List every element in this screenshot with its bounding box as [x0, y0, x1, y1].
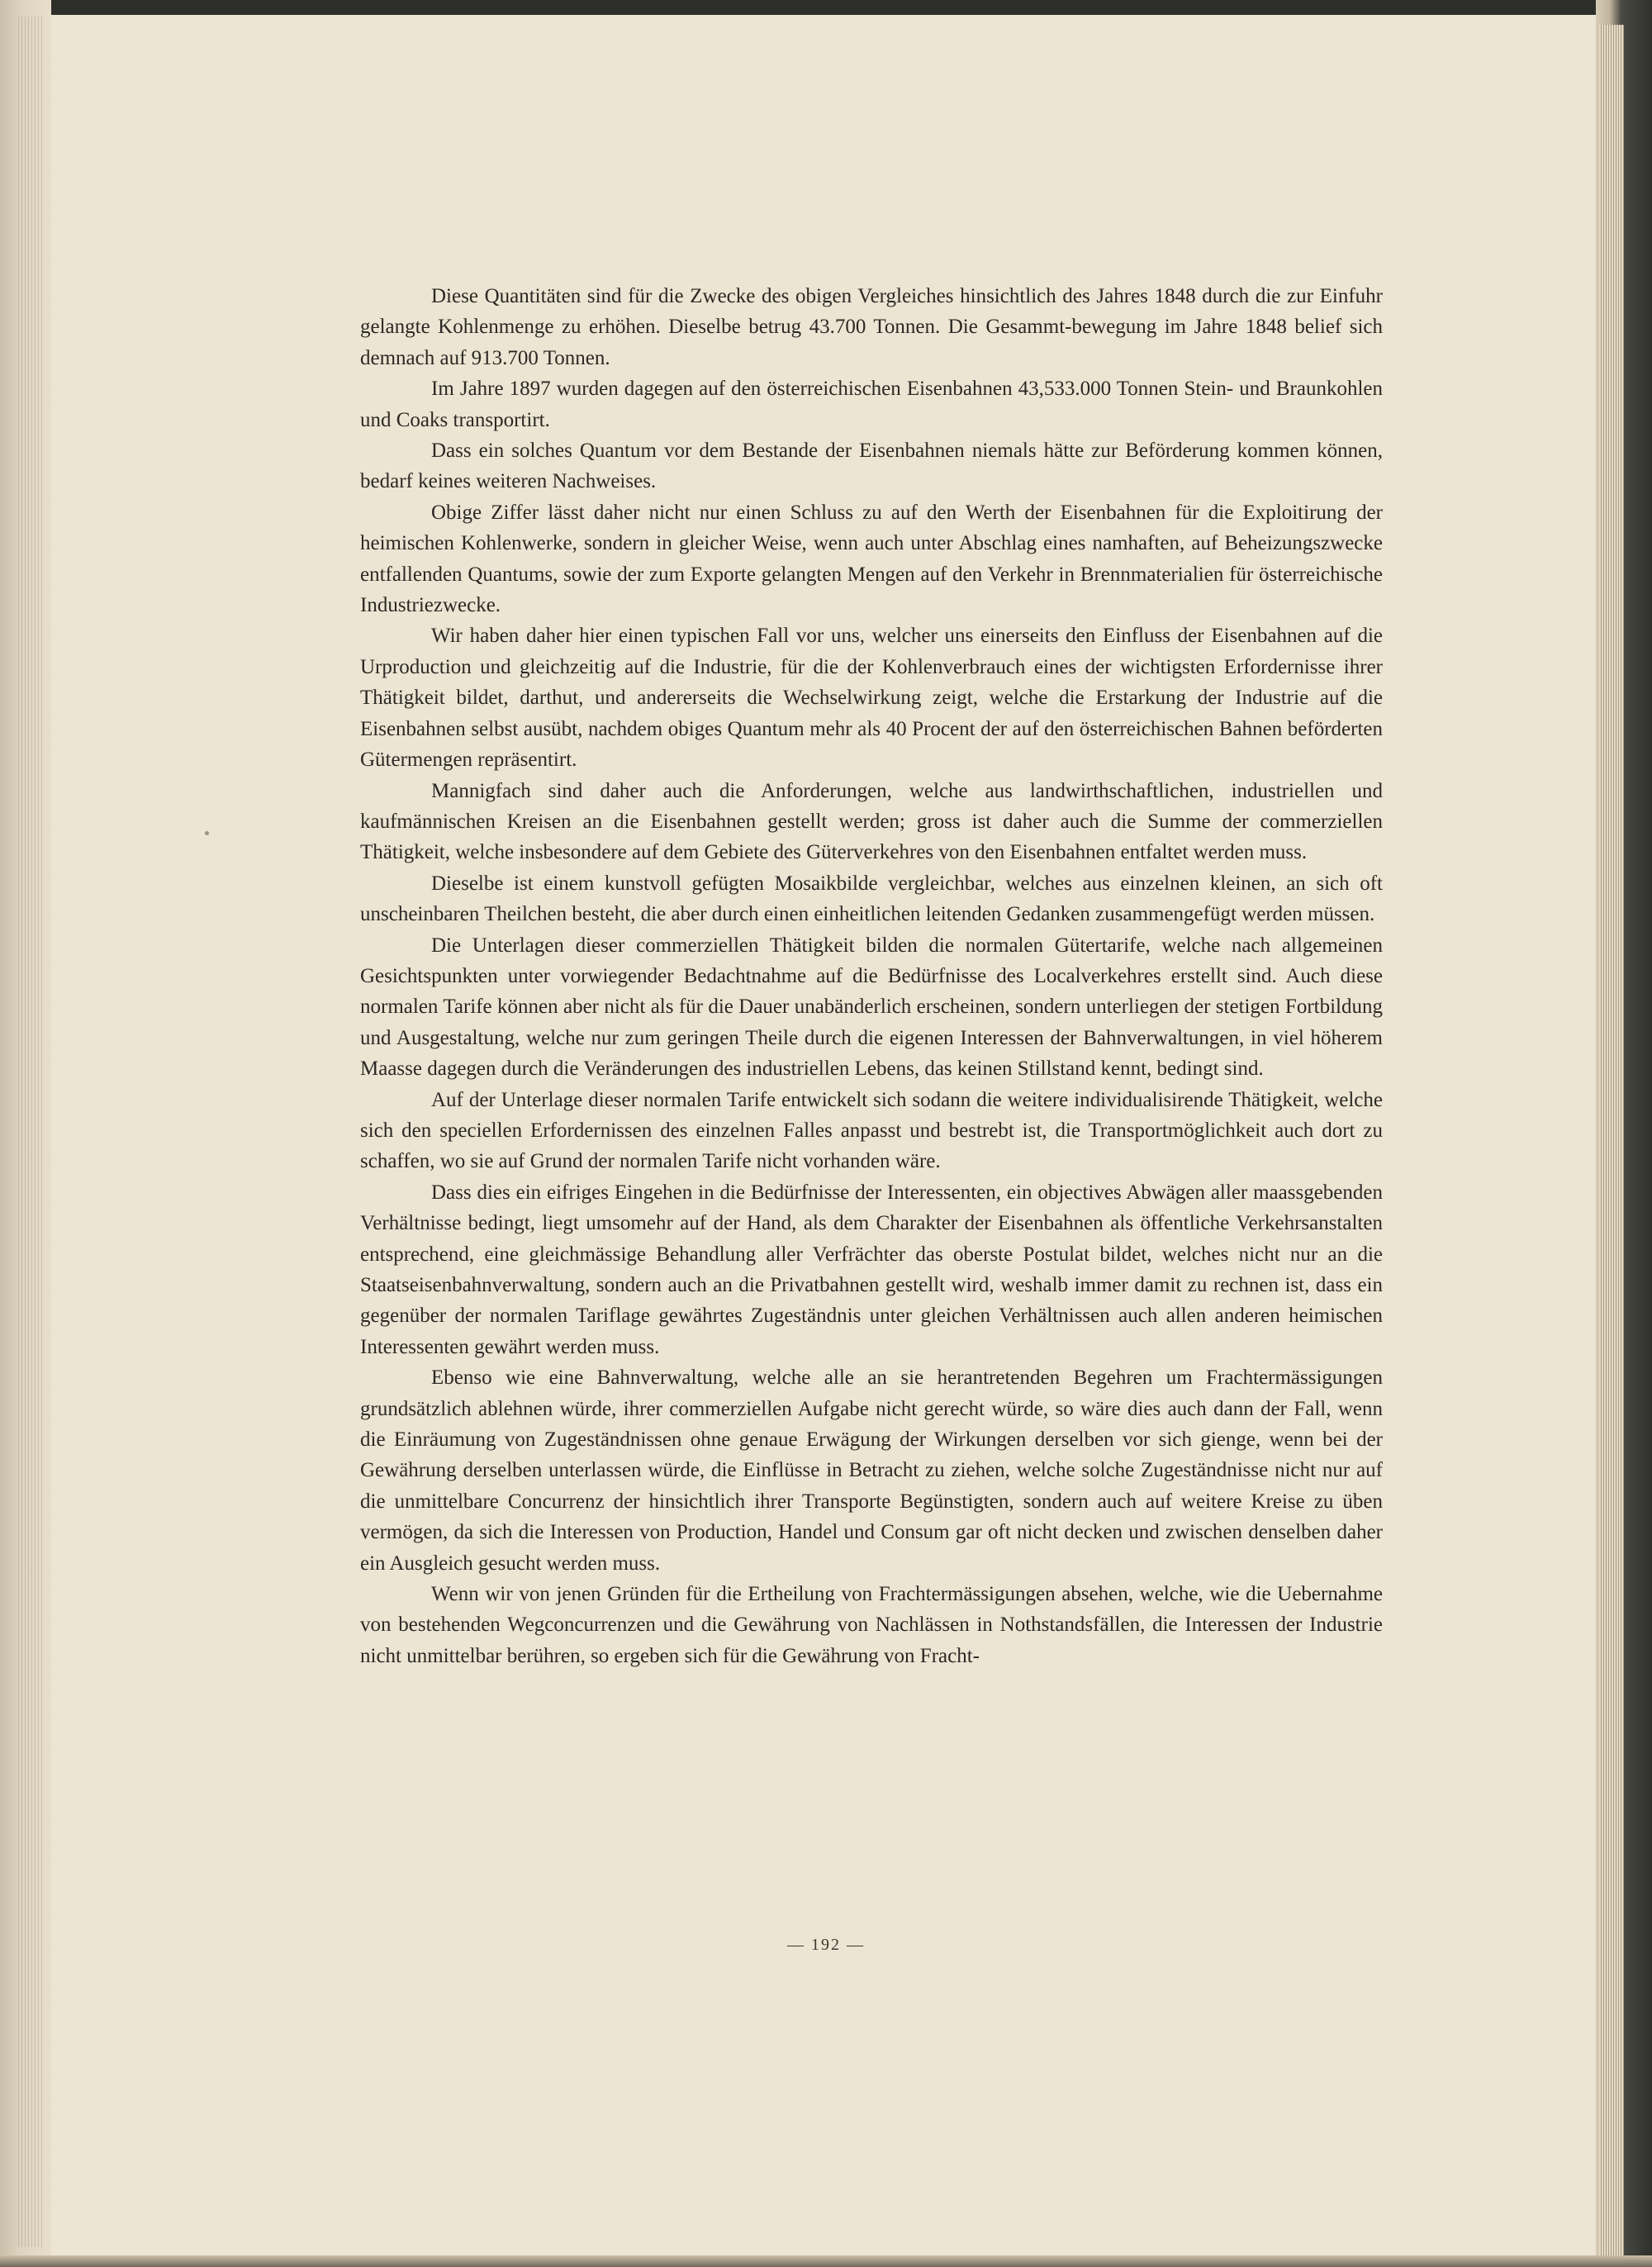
- page-number: — 192 —: [787, 1936, 865, 1954]
- paragraph: Auf der Unterlage dieser normalen Tarife entwickelt sich sodann die weitere individualisirende Thätigkeit, welche sich den speciellen Erfordernissen des einzelnen Falles anpasst und bestrebt ist, die Transportmöglichkeit auch dort zu schaffen, wo sie auf Grund der normalen Tarife nicht vorhanden wäre.: [360, 1088, 1383, 1173]
- book-gutter: [0, 0, 51, 2267]
- paragraph: Mannigfach sind daher auch die Anforderungen, welche aus landwirthschaftlichen, industriellen und kaufmännischen Kreisen an die Eisenbahnen gestellt werden; gross ist daher auch die Summe der commerziellen Thätigkeit, welche insbesondere auf dem Gebiete des Güterverkehres von den Eisenbahnen entfaltet werden muss.: [360, 779, 1383, 864]
- scanner-top-edge: [0, 0, 1652, 15]
- paragraph: Die Unterlagen dieser commerziellen Thätigkeit bilden die normalen Gütertarife, welche nach allgemeinen Gesichtspunkten unter vorwiegender Bedachtnahme auf die Bedürfnisse des Localverkehres erstellt sind. Auch diese normalen Tarife können aber nicht als für die Dauer unabänderlich erscheinen, sondern unterliegen der stetigen Fortbildung und Ausgestaltung, welche nur zum geringen Theile durch die eigenen Interessen der Bahnverwaltungen, in viel höherem Maasse dagegen durch die Veränderungen des industriellen Lebens, das keinen Stillstand kennt, bedingt sind.: [360, 934, 1383, 1081]
- gutter-page-edges: [18, 17, 43, 2247]
- paragraph: Wir haben daher hier einen typischen Fall vor uns, welcher uns einerseits den Einfluss der Eisenbahnen auf die Urproduction und gleichzeitig auf die Industrie, für die der Kohlenverbrauch eines der wichtigsten Erfordernisse ihrer Thätigkeit bildet, darthut, und andererseits die Wechselwirkung zeigt, welche die Erstarkung der Industrie auf die Eisenbahnen selbst ausübt, nachdem obiges Quantum mehr als 40 Procent der auf den österreichischen Bahnen beförderten Gütermengen repräsentirt.: [360, 625, 1383, 772]
- paragraph: Im Jahre 1897 wurden dagegen auf den österreichischen Eisenbahnen 43,533.000 Tonnen Stein- und Braunkohlen und Coaks transportirt.: [360, 378, 1383, 431]
- body-text: [360, 281, 1383, 1671]
- scanner-bottom-edge: [0, 2255, 1652, 2267]
- paragraph: Diese Quantitäten sind für die Zwecke des obigen Vergleiches hinsichtlich des Jahres 1848 durch die zur Einfuhr gelangte Kohlenmenge zu erhöhen. Dieselbe betrug 43.700 Tonnen. Die Gesammt-bewegung im Jahre 1848 belief sich demnach auf 913.700 Tonnen.: [360, 285, 1383, 369]
- page-stack-lines: [1599, 25, 1624, 2255]
- paper-blemish: [205, 831, 209, 835]
- paragraph: Dass dies ein eifriges Eingehen in die Bedürfnisse der Interessenten, ein objectives Abwägen aller maassgebenden Verhältnisse bedingt, liegt umsomehr auf der Hand, als dem Charakter der Eisenbahnen als öffentliche Verkehrsanstalten entsprechend, eine gleichmässige Behandlung aller Verfrächter das oberste Postulat bildet, welches nicht nur an die Staatseisenbahnverwaltung, sondern auch an die Privatbahnen gestellt wird, weshalb immer damit zu rechnen ist, dass ein gegenüber der normalen Tariflage gewährtes Zugeständnis unter gleichen Verhältnissen auch allen anderen heimischen Interessenten gewährt werden muss.: [360, 1181, 1383, 1358]
- paragraph: Dass ein solches Quantum vor dem Bestande der Eisenbahnen niemals hätte zur Beförderung kommen können, bedarf keines weiteren Nachweises.: [360, 440, 1383, 493]
- paragraph: Ebenso wie eine Bahnverwaltung, welche alle an sie herantretenden Begehren um Frachtermässigungen grundsätzlich ablehnen würde, ihrer commerziellen Aufgabe nicht gerecht würde, so wäre dies auch dann der Fall, wenn die Einräumung von Zugeständnissen ohne genaue Erwägung der Wirkungen derselben vor sich gienge, wenn bei der Gewährung derselben unterlassen würde, die Einflüsse in Betracht zu ziehen, welche solche Zugeständnisse nicht nur auf die unmittelbare Concurrenz der hinsichtlich ihrer Transporte Begünstigten, sondern auch auf weitere Kreise zu üben vermögen, da sich die Interessen von Production, Handel und Consum gar oft nicht decken und zwischen denselben daher ein Ausgleich gesucht werden muss.: [360, 1366, 1383, 1575]
- paragraph: Dieselbe ist einem kunstvoll gefügten Mosaikbilde vergleichbar, welches aus einzelnen kleinen, an sich oft unscheinbaren Theilchen besteht, die aber durch einen einheitlichen leitenden Gedanken zusammengefügt werden müssen.: [360, 872, 1383, 926]
- page-stack-edge: [1596, 0, 1652, 2267]
- paragraph: Obige Ziffer lässt daher nicht nur einen Schluss zu auf den Werth der Eisenbahnen für die Exploitirung der heimischen Kohlenwerke, sondern in gleicher Weise, wenn auch unter Abschlag eines namhaften, auf Beheizungszwecke entfallenden Quantums, sowie der zum Exporte gelangten Mengen auf den Verkehr in Brennmaterialien für österreichische Industriezwecke.: [360, 501, 1383, 617]
- paragraph: Wenn wir von jenen Gründen für die Ertheilung von Frachtermässigungen absehen, welche, wie die Uebernahme von bestehenden Wegconcurrenzen und die Gewährung von Nachlässen in Nothstandsfällen, die Interessen der Industrie nicht unmittelbar berühren, so ergeben sich für die Gewährung von Fracht-: [360, 1583, 1383, 1667]
